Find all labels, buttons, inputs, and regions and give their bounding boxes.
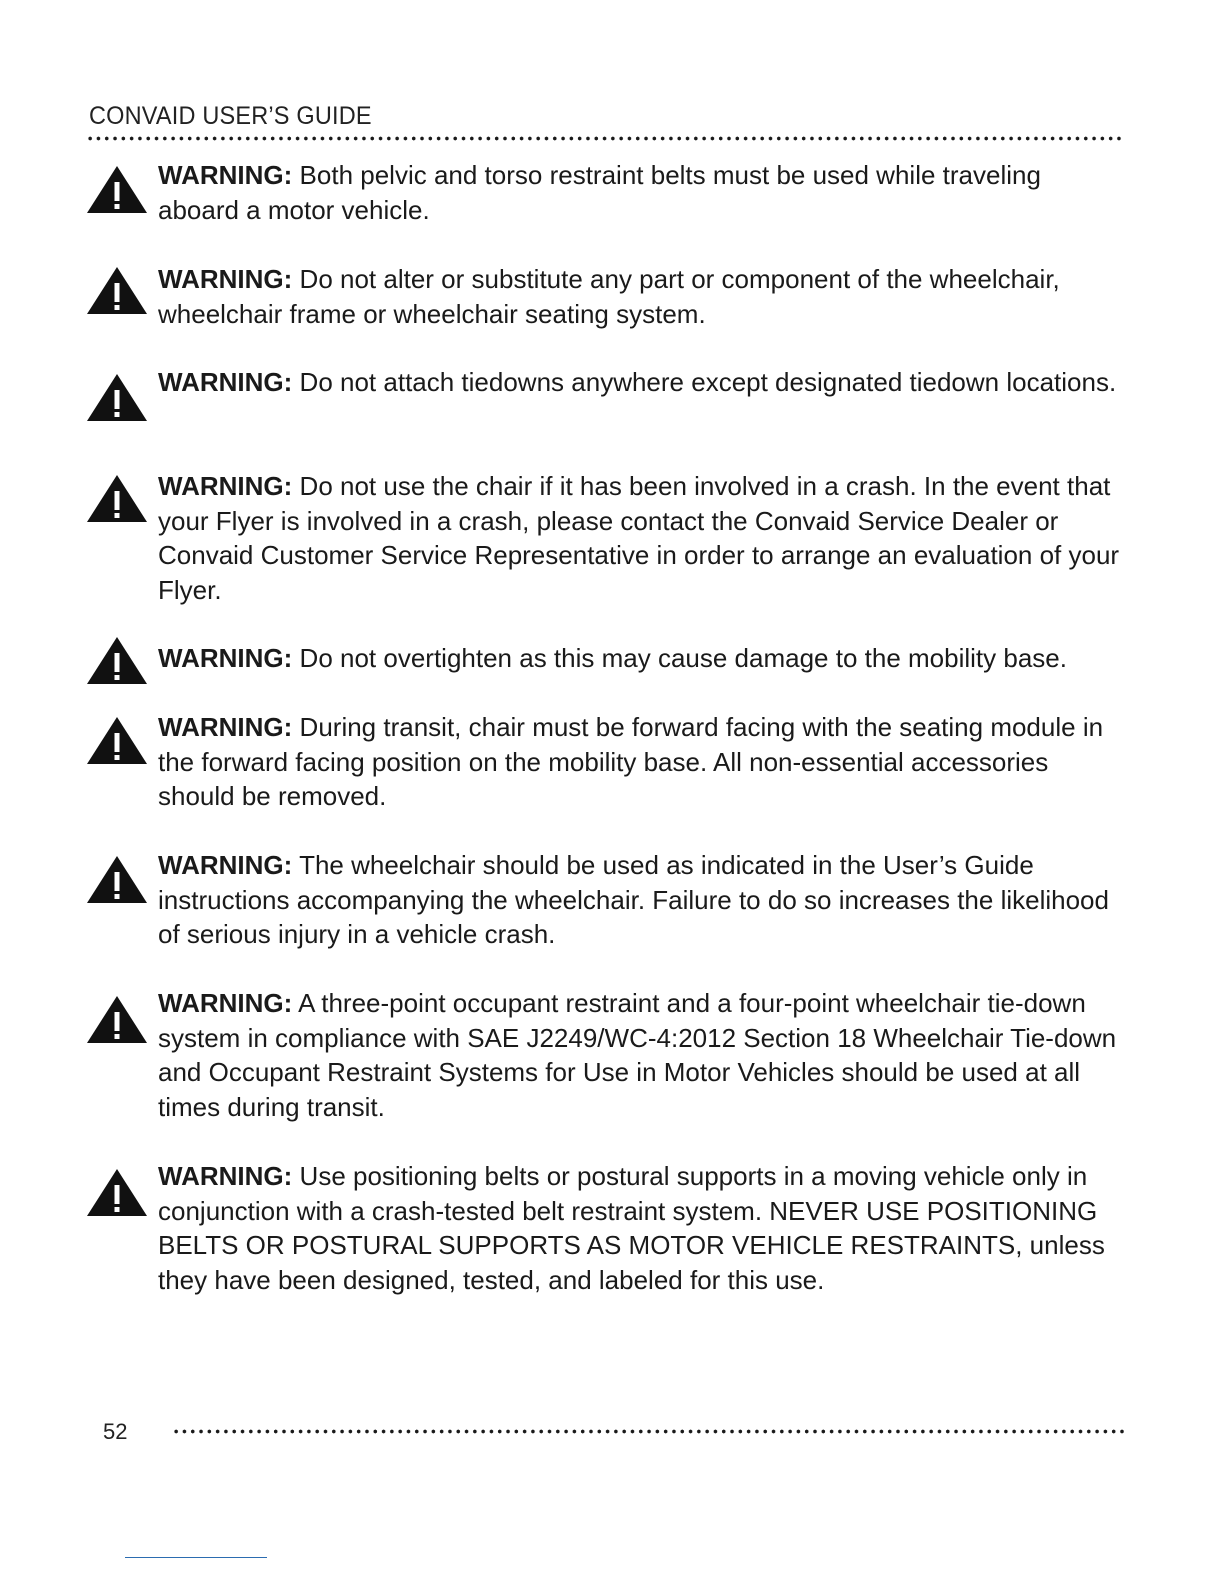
warning-label: WARNING: — [158, 850, 293, 880]
footer-divider — [125, 1557, 267, 1558]
footer-dotted-rule — [172, 1429, 1124, 1434]
warning-text — [158, 1159, 1128, 1297]
warning-text — [158, 641, 1128, 676]
header-dotted-rule — [86, 136, 1124, 141]
warning-label: WARNING: — [158, 1161, 293, 1191]
warning-body: Both pelvic and torso restraint belts must be used while traveling aboard a motor vehicle. — [158, 160, 1041, 225]
warning-triangle-icon — [86, 716, 148, 766]
warning-text — [158, 158, 1128, 227]
warning-label: WARNING: — [158, 988, 293, 1018]
warning-text — [158, 469, 1128, 607]
warning-body: During transit, chair must be forward facing with the seating module in the forward facing position on the mobility base. All non-essential accessories should be removed. — [158, 712, 1104, 812]
warning-triangle-icon — [86, 266, 148, 316]
warning-triangle-icon — [86, 474, 148, 524]
warning-triangle-icon — [86, 1168, 148, 1218]
warning-text — [158, 365, 1128, 400]
warning-text — [158, 986, 1128, 1124]
warning-body: Use positioning belts or postural supports in a moving vehicle only in conjunction with a crash-tested belt restraint system. NEVER USE POSITIONING BELTS OR POSTURAL SUPPORTS AS MOTOR VEHICLE RESTRAINTS, unless they have been designed, tested, and labeled for this use. — [158, 1161, 1105, 1295]
warning-triangle-icon — [86, 995, 148, 1045]
warning-label: WARNING: — [158, 367, 293, 397]
warning-body: A three-point occupant restraint and a four-point wheelchair tie-down system in compliance with SAE J2249/WC-4:2012 Section 18 Wheelchair Tie-down and Occupant Restraint Systems for Use in Motor Vehicles should be used at all times during transit. — [158, 988, 1117, 1122]
warning-label: WARNING: — [158, 471, 293, 501]
warning-text — [158, 710, 1128, 814]
warning-text — [158, 262, 1128, 331]
page-number: 52 — [103, 1419, 128, 1444]
warning-body: Do not use the chair if it has been involved in a crash. In the event that your Flyer is involved in a crash, please contact the Convaid Service Dealer or Convaid Customer Service Representative in order to arrange an evaluation of your Flyer. — [158, 471, 1120, 605]
warning-triangle-icon — [86, 636, 148, 686]
warning-triangle-icon — [86, 165, 148, 215]
warning-triangle-icon — [86, 373, 148, 423]
header-title: CONVAID USER’S GUIDE — [89, 102, 372, 130]
warning-triangle-icon — [86, 855, 148, 905]
warning-label: WARNING: — [158, 712, 293, 742]
warning-body: The wheelchair should be used as indicated in the User’s Guide instructions accompanying the wheelchair. Failure to do so increases the likelihood of serious injury in a vehicle crash. — [158, 850, 1109, 950]
warning-label: WARNING: — [158, 643, 293, 673]
warning-body: Do not overtighten as this may cause damage to the mobility base. — [292, 643, 1067, 673]
warning-body: Do not alter or substitute any part or component of the wheelchair, wheelchair frame or wheelchair seating system. — [158, 264, 1060, 329]
warning-text — [158, 848, 1128, 952]
warning-label: WARNING: — [158, 160, 293, 190]
warning-label: WARNING: — [158, 264, 293, 294]
warning-body: Do not attach tiedowns anywhere except designated tiedown locations. — [292, 367, 1117, 397]
